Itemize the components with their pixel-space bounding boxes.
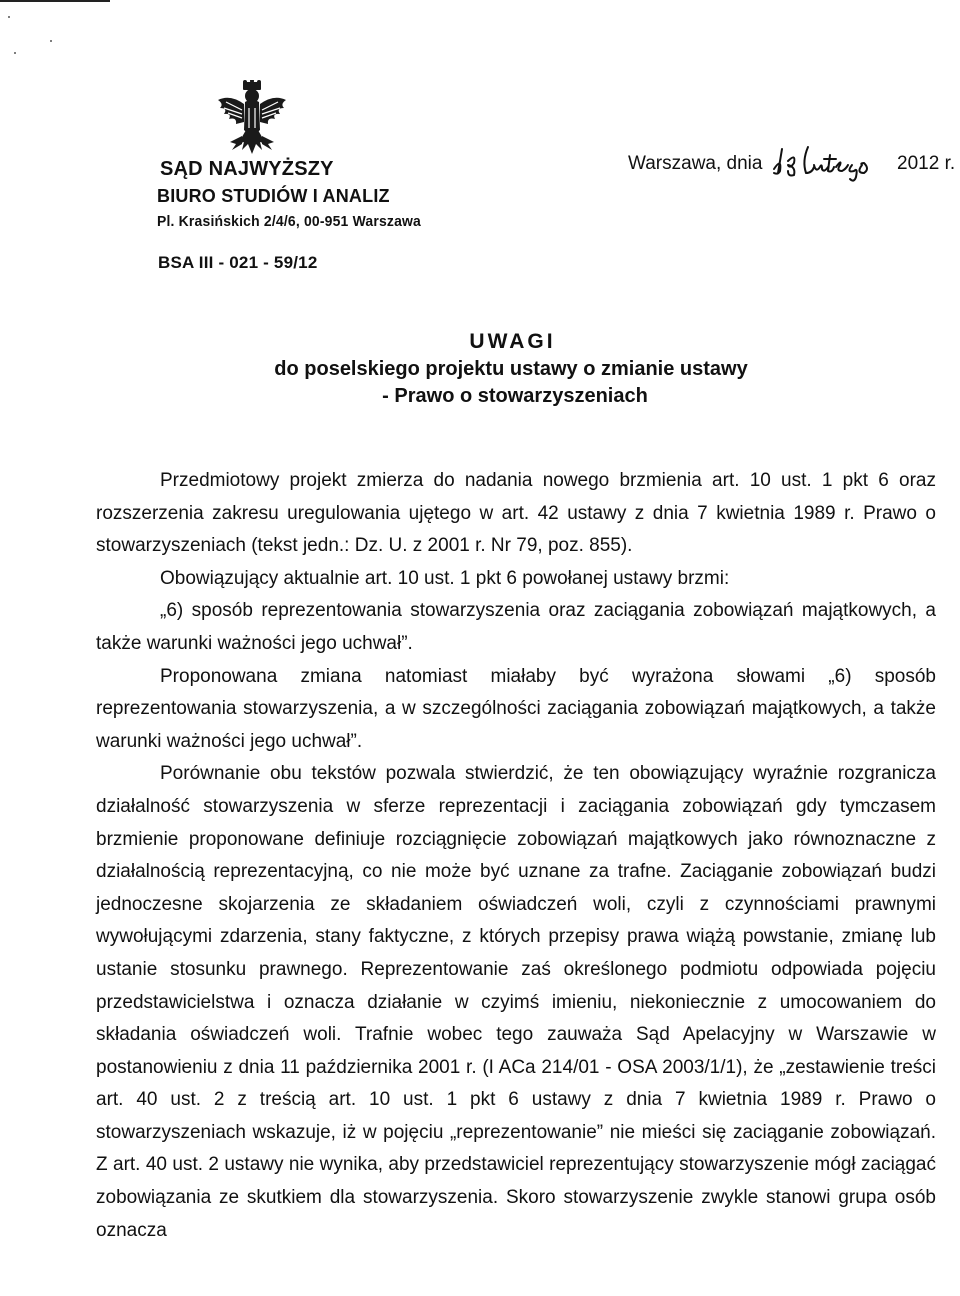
- scan-speck: [50, 40, 52, 42]
- paragraph: Proponowana zmiana natomiast miałaby być wyrażona słowami „6) sposób reprezentowania stowarzyszenia, a w szczególności zaciągania zobowiązań majątkowych, a także warunki ważności jego uchwał”.: [96, 665, 936, 752]
- document-title: UWAGI: [469, 330, 556, 353]
- paragraph: Porównanie obu tekstów pozwala stwierdzić, że ten obowiązujący wyraźnie rozgranicza działalność stowarzyszenia w sferze reprezentacji i zaciągania zobowiązań gdy tymczasem brzmienie proponowane definiuje rozciągnięcie zobowiązań majątkowych jako równoznaczne z działalnością reprezentacyjną, co nie może być uznane za trafne. Zaciąganie zobowiązań budzi jednoczesne skojarzenia ze składaniem oświadczeń woli, czyli z czynnościami prawnymi wywołującymi zdarzenia, stany faktyczne, z których przepisy prawa wiążą powstanie, zmianę lub ustanie stosunku prawnego. Reprezentowanie zaś określonego podmiotu odpowiada pojęciu przedstawicielstwa i oznacza działanie w czyimś imieniu, niekoniecznie z umocowaniem do składania oświadczeń woli. Trafnie wobec tego zauważa Sąd Apelacyjny w Warszawie w postanowieniu z dnia 11 października 2001 r. (I ACa 214/01 - OSA 2003/1/1), że „zestawienie treści art. 40 ust. 2 z treścią art. 10 ust. 1 pkt 6 ustawy z dnia 7 kwietnia 1989 r. Prawo o stowarzyszeniach wskazuje, iż w pojęciu „reprezentowanie” nie mieści się zaciąganie zobowiązań. Z art. 40 ust. 2 ustawy nie wynika, aby przedstawiciel reprezentujący stowarzyszenie mógł zaciągać zobowiązania ze skutkiem dla stowarzyszenia. Skoro stowarzyszenie zwykle stanowi grupa osób oznacza: [96, 763, 936, 1241]
- scan-speck: [8, 16, 10, 18]
- title-block: [0, 330, 960, 408]
- document-subtitle: do poselskiego projektu ustawy o zmianie ustawy: [274, 358, 748, 380]
- date-prefix: Warszawa, dnia: [628, 153, 763, 174]
- paragraph: Przedmiotowy projekt zmierza do nadania nowego brzmienia art. 10 ust. 1 pkt 6 oraz rozszerzenia zakresu uregulowania ujętego w art. 42 ustawy z dnia 7 kwietnia 1989 r. Prawo o stowarzyszeniach (tekst jedn.: Dz. U. z 2001 r. Nr 79, poz. 855).: [96, 470, 936, 557]
- eagle-emblem-icon: [212, 80, 292, 160]
- scan-edge-line: [0, 0, 110, 2]
- document-subtitle-2: - Prawo o stowarzyszeniach: [382, 385, 648, 407]
- paragraph: Obowiązujący aktualnie art. 10 ust. 1 pkt 6 powołanej ustawy brzmi:: [160, 567, 730, 589]
- reference-number: BSA III - 021 - 59/12: [158, 253, 318, 272]
- office-name: BIURO STUDIÓW I ANALIZ: [157, 186, 390, 206]
- scan-speck: [14, 52, 16, 54]
- document-body: [96, 465, 936, 1247]
- date-line: [628, 143, 955, 183]
- handwritten-date: [768, 143, 892, 183]
- court-name: SĄD NAJWYŻSZY: [160, 158, 334, 180]
- office-address: Pl. Krasińskich 2/4/6, 00-951 Warszawa: [157, 213, 422, 230]
- date-suffix: 2012 r.: [897, 153, 956, 174]
- quote-paragraph: „6) sposób reprezentowania stowarzyszenia oraz zaciągania zobowiązań majątkowych, a także warunki ważności jego uchwał”.: [96, 600, 936, 654]
